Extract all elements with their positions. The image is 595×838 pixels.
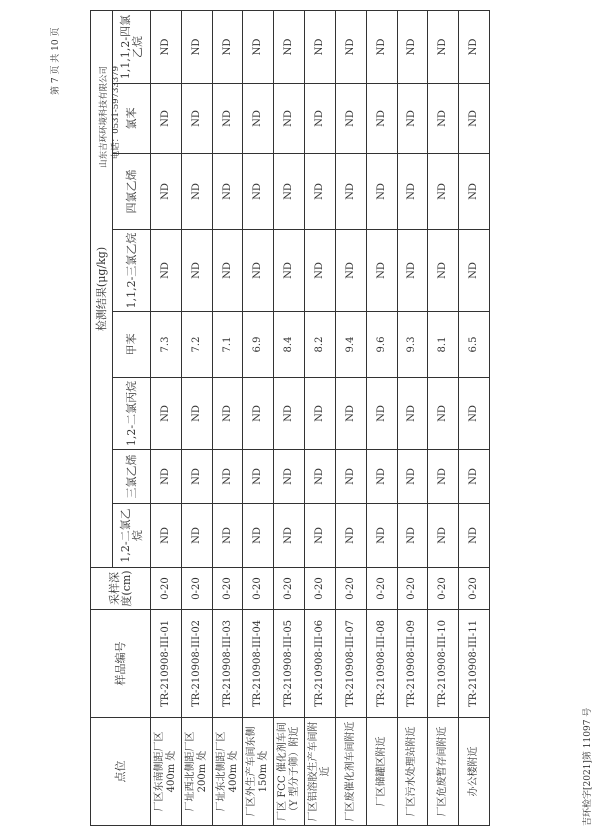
cell-result: ND <box>151 450 182 504</box>
cell-result: ND <box>274 378 305 450</box>
cell-result: ND <box>397 450 428 504</box>
cell-result: ND <box>459 230 490 312</box>
cell-result: ND <box>397 154 428 230</box>
cell-depth: 0-20 <box>181 568 212 610</box>
cell-depth: 0-20 <box>366 568 397 610</box>
cell-result: ND <box>181 84 212 154</box>
cell-result: ND <box>243 10 274 83</box>
cell-location: 办公楼附近 <box>459 718 490 826</box>
cell-sample-id: TR-210908-III-06 <box>305 610 336 718</box>
cell-sample-id: TR-210908-III-09 <box>397 610 428 718</box>
company-block <box>98 66 122 168</box>
cell-result: ND <box>305 504 336 568</box>
cell-result: ND <box>243 378 274 450</box>
cell-result: ND <box>151 84 182 154</box>
header-location: 点位 <box>91 718 151 826</box>
cell-result: 8.2 <box>305 312 336 378</box>
company-phone: 电话：0531-59733379 <box>111 65 121 160</box>
cell-result: ND <box>305 84 336 154</box>
cell-result: ND <box>305 450 336 504</box>
cell-depth: 0-20 <box>274 568 305 610</box>
cell-result: 6.9 <box>243 312 274 378</box>
cell-result: ND <box>181 154 212 230</box>
table-row <box>366 10 397 825</box>
table-row <box>335 10 366 825</box>
table-row <box>459 10 490 825</box>
cell-result: ND <box>459 450 490 504</box>
cell-result: ND <box>212 10 243 83</box>
cell-sample-id: TR-210908-III-03 <box>212 610 243 718</box>
cell-result: ND <box>335 10 366 83</box>
cell-result: ND <box>459 504 490 568</box>
cell-result: ND <box>428 450 459 504</box>
cell-sample-id: TR-210908-III-02 <box>181 610 212 718</box>
cell-result: ND <box>366 450 397 504</box>
cell-result: ND <box>428 504 459 568</box>
table-row <box>181 10 212 825</box>
cell-result: ND <box>212 154 243 230</box>
cell-location: 厂区污水处理站附近 <box>397 718 428 826</box>
cell-result: 9.4 <box>335 312 366 378</box>
cell-result: ND <box>305 378 336 450</box>
results-table <box>90 10 490 826</box>
cell-result: ND <box>366 84 397 154</box>
cell-result: ND <box>243 230 274 312</box>
cell-result: ND <box>397 10 428 83</box>
cell-result: ND <box>428 154 459 230</box>
cell-location: 厂区东南侧距厂区400m 处 <box>151 718 182 826</box>
cell-result: ND <box>212 378 243 450</box>
cell-result: ND <box>274 10 305 83</box>
cell-result: ND <box>366 154 397 230</box>
cell-result: ND <box>151 378 182 450</box>
cell-result: ND <box>428 230 459 312</box>
header-analyte: 1,2-二氯丙烷 <box>113 378 151 450</box>
cell-result: ND <box>459 154 490 230</box>
cell-result: ND <box>181 10 212 83</box>
cell-result: ND <box>151 154 182 230</box>
header-analyte: 甲苯 <box>113 312 151 378</box>
cell-location: 厂区储罐区附近 <box>366 718 397 826</box>
cell-result: ND <box>212 450 243 504</box>
cell-result: 7.3 <box>151 312 182 378</box>
cell-result: ND <box>151 504 182 568</box>
cell-result: ND <box>366 10 397 83</box>
header-results-group: 检测结果(μg/kg) <box>91 10 113 567</box>
cell-result: ND <box>243 504 274 568</box>
cell-result: ND <box>397 230 428 312</box>
cell-result: ND <box>274 230 305 312</box>
cell-result: 7.2 <box>181 312 212 378</box>
cell-result: ND <box>243 450 274 504</box>
table-row <box>428 10 459 825</box>
cell-result: ND <box>428 378 459 450</box>
cell-result: ND <box>459 378 490 450</box>
cell-location: 厂区外生产车间东侧150m 处 <box>243 718 274 826</box>
cell-result: ND <box>181 450 212 504</box>
header-analyte: 氯苯 <box>113 84 151 154</box>
cell-sample-id: TR-210908-III-04 <box>243 610 274 718</box>
header-analyte: 1,2-二氯乙烷 <box>113 504 151 568</box>
cell-sample-id: TR-210908-III-10 <box>428 610 459 718</box>
cell-depth: 0-20 <box>212 568 243 610</box>
cell-result: ND <box>366 230 397 312</box>
cell-result: 6.5 <box>459 312 490 378</box>
cell-result: ND <box>397 84 428 154</box>
cell-result: ND <box>212 230 243 312</box>
header-analyte: 四氯乙烯 <box>113 154 151 230</box>
cell-result: ND <box>397 504 428 568</box>
cell-result: ND <box>274 450 305 504</box>
cell-result: ND <box>335 230 366 312</box>
cell-result: ND <box>459 10 490 83</box>
cell-result: ND <box>366 378 397 450</box>
cell-result: ND <box>305 230 336 312</box>
cell-result: 8.4 <box>274 312 305 378</box>
cell-sample-id: TR-210908-III-01 <box>151 610 182 718</box>
cell-location: 厂区铝溶胶生产车间附近 <box>305 718 336 826</box>
header-analyte: 1,1,1,2-四氯乙烷 <box>113 10 151 83</box>
cell-result: ND <box>366 504 397 568</box>
cell-result: 8.1 <box>428 312 459 378</box>
cell-result: ND <box>274 154 305 230</box>
cell-result: ND <box>212 504 243 568</box>
cell-result: ND <box>428 10 459 83</box>
cell-depth: 0-20 <box>335 568 366 610</box>
cell-result: ND <box>459 84 490 154</box>
header-depth: 采样深度(cm) <box>91 568 151 610</box>
cell-result: ND <box>274 84 305 154</box>
document-number: 吉环检字[2021]第 11097 号 <box>583 707 593 826</box>
table-row <box>397 10 428 825</box>
cell-result: ND <box>181 378 212 450</box>
cell-location: 厂区危废暂存间附近 <box>428 718 459 826</box>
cell-result: ND <box>151 10 182 83</box>
cell-sample-id: TR-210908-III-07 <box>335 610 366 718</box>
cell-result: ND <box>397 378 428 450</box>
header-analyte: 1,1,2-三氯乙烷 <box>113 230 151 312</box>
cell-result: ND <box>335 84 366 154</box>
cell-depth: 0-20 <box>428 568 459 610</box>
table-row <box>151 10 182 825</box>
header-sample-id: 样品编号 <box>91 610 151 718</box>
cell-result: ND <box>181 504 212 568</box>
cell-location: 厂址西北侧距厂区200m 处 <box>181 718 212 826</box>
cell-result: ND <box>212 84 243 154</box>
cell-depth: 0-20 <box>397 568 428 610</box>
cell-result: ND <box>335 504 366 568</box>
page-indicator: 第 7 页 共 10 页 <box>51 27 61 95</box>
cell-result: ND <box>335 450 366 504</box>
company-name: 山东吉环环境科技有限公司 <box>99 65 109 168</box>
cell-result: ND <box>305 10 336 83</box>
cell-result: 9.6 <box>366 312 397 378</box>
cell-depth: 0-20 <box>305 568 336 610</box>
cell-result: 7.1 <box>212 312 243 378</box>
cell-result: 9.3 <box>397 312 428 378</box>
cell-result: ND <box>428 84 459 154</box>
cell-sample-id: TR-210908-III-05 <box>274 610 305 718</box>
cell-location: 厂址东北侧距厂区400m 处 <box>212 718 243 826</box>
cell-result: ND <box>274 504 305 568</box>
cell-sample-id: TR-210908-III-11 <box>459 610 490 718</box>
table-row <box>212 10 243 825</box>
cell-result: ND <box>243 84 274 154</box>
cell-result: ND <box>243 154 274 230</box>
cell-result: ND <box>305 154 336 230</box>
table-row <box>305 10 336 825</box>
cell-depth: 0-20 <box>459 568 490 610</box>
cell-depth: 0-20 <box>243 568 274 610</box>
cell-sample-id: TR-210908-III-08 <box>366 610 397 718</box>
table-row <box>243 10 274 825</box>
cell-result: ND <box>335 378 366 450</box>
cell-result: ND <box>181 230 212 312</box>
header-analyte: 三氯乙烯 <box>113 450 151 504</box>
cell-location: 厂区 FCC 催化剂车间（Y 型分子筛）附近 <box>274 718 305 826</box>
cell-result: ND <box>335 154 366 230</box>
cell-depth: 0-20 <box>151 568 182 610</box>
table-row <box>274 10 305 825</box>
cell-result: ND <box>151 230 182 312</box>
cell-location: 厂区废催化剂车间附近 <box>335 718 366 826</box>
